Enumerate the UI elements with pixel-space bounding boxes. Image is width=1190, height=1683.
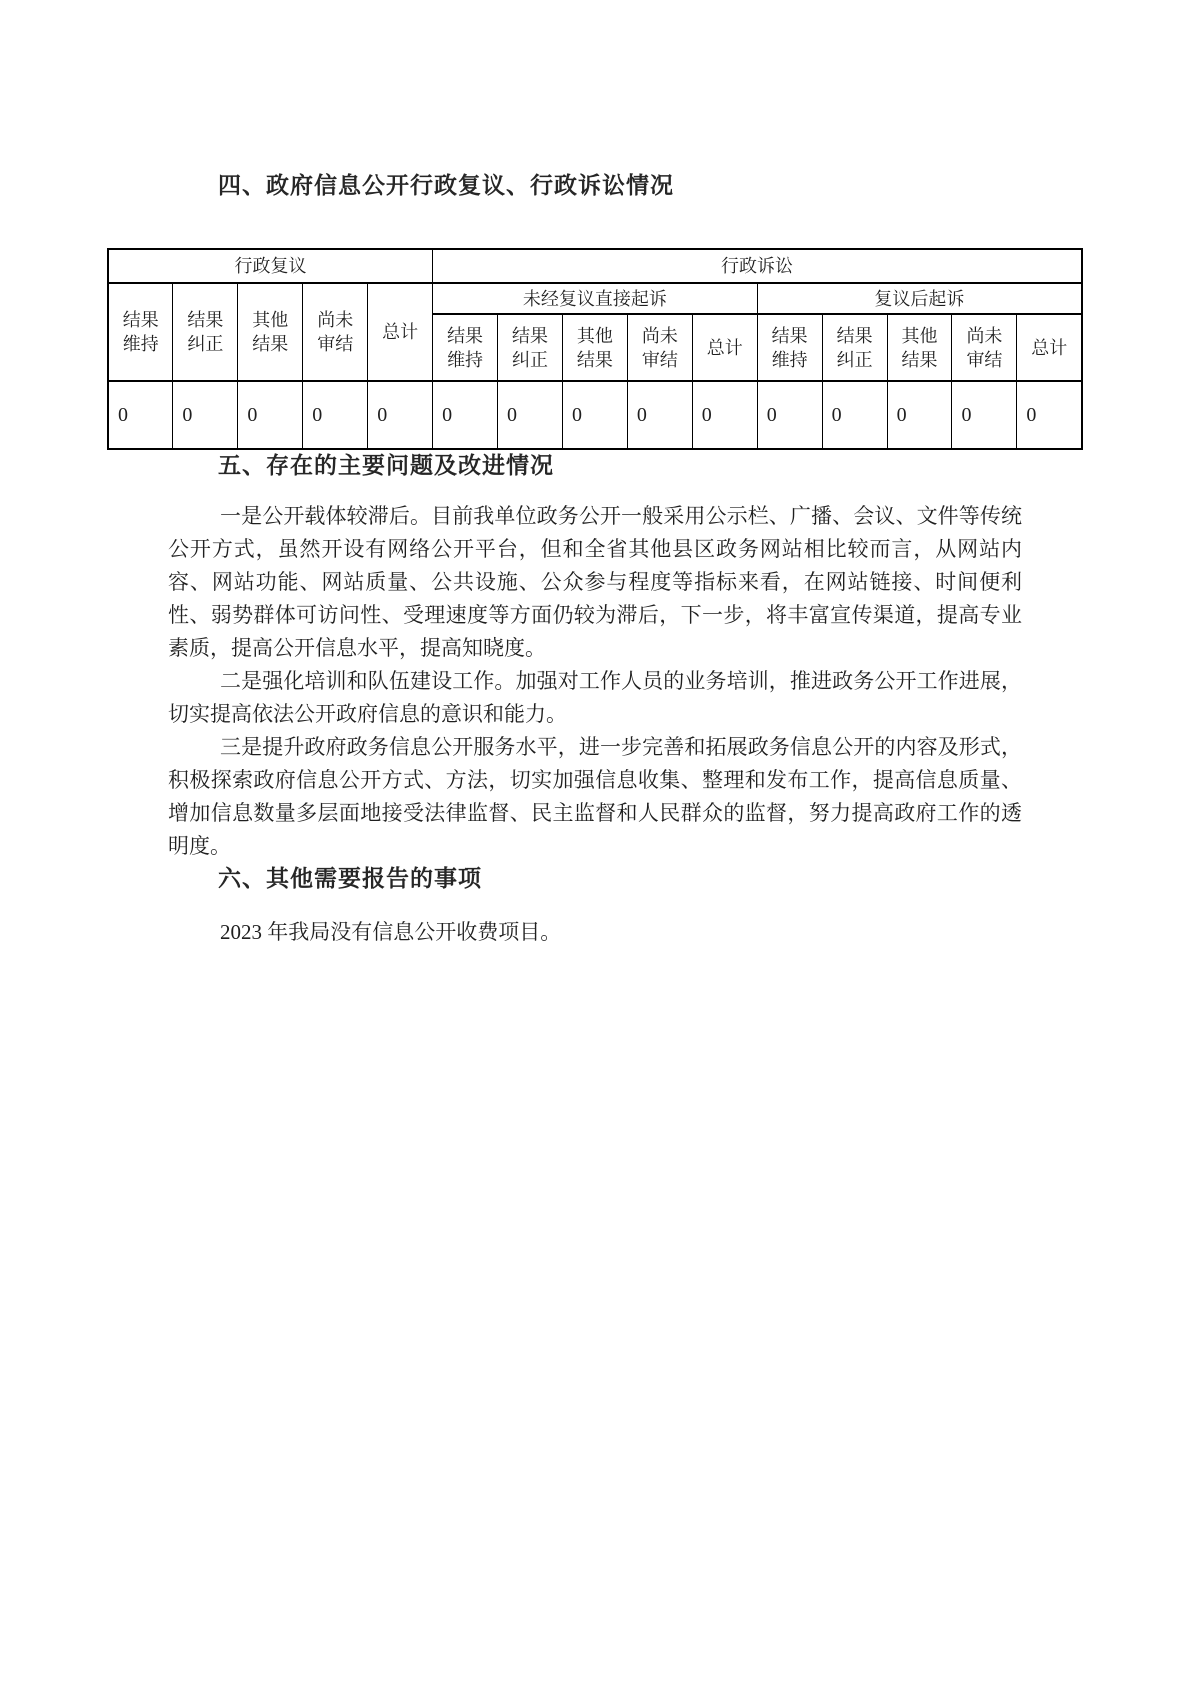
data-cell: 0 bbox=[498, 381, 563, 449]
col-header-result-upheld: 结果维持 bbox=[108, 283, 173, 381]
col-subgroup-lawsuit-after-reconsideration: 复议后起诉 bbox=[757, 283, 1082, 314]
col-header-total: 总计 bbox=[368, 283, 433, 381]
col-header-result-upheld: 结果维持 bbox=[433, 314, 498, 381]
col-subgroup-direct-lawsuit: 未经复议直接起诉 bbox=[433, 283, 758, 314]
section-6-paragraph: 2023 年我局没有信息公开收费项目。 bbox=[220, 920, 562, 944]
section-5-paragraph-3: 三是提升政府政务信息公开服务水平，进一步完善和拓展政务信息公开的内容及形式，积极探索政府信息公开方式、方法，切实加强信息收集、整理和发布工作，提高信息质量、增加信息数量多层面地接受法律监督、民主监督和人民群众的监督，努力提高政府工作的透明度。 bbox=[168, 735, 1022, 858]
col-header-result-corrected: 结果纠正 bbox=[498, 314, 563, 381]
col-header-result-corrected: 结果纠正 bbox=[173, 283, 238, 381]
section-6-heading: 六、其他需要报告的事项 bbox=[218, 866, 482, 891]
section-5-paragraph-2: 二是强化培训和队伍建设工作。加强对工作人员的业务培训，推进政务公开工作进展，切实提高依法公开政府信息的意识和能力。 bbox=[168, 669, 1022, 726]
data-cell: 0 bbox=[433, 381, 498, 449]
col-header-other-result: 其他结果 bbox=[562, 314, 627, 381]
data-cell: 0 bbox=[757, 381, 822, 449]
section-5-heading: 五、存在的主要问题及改进情况 bbox=[218, 453, 554, 478]
col-header-pending: 尚未审结 bbox=[627, 314, 692, 381]
col-header-total: 总计 bbox=[1017, 314, 1082, 381]
col-header-total: 总计 bbox=[692, 314, 757, 381]
section-5-paragraph-1: 一是公开载体较滞后。目前我单位政务公开一般采用公示栏、广播、会议、文件等传统公开方式，虽然开设有网络公开平台，但和全省其他县区政务网站相比较而言，从网站内容、网站功能、网站质量、公共设施、公众参与程度等指标来看，在网站链接、时间便利性、弱势群体可访问性、受理速度等方面仍较为滞后，下一步，将丰富宣传渠道，提高专业素质，提高公开信息水平，提高知晓度。 bbox=[168, 504, 1022, 660]
data-cell: 0 bbox=[303, 381, 368, 449]
data-cell: 0 bbox=[887, 381, 952, 449]
review-litigation-table bbox=[107, 248, 1083, 450]
data-cell: 0 bbox=[238, 381, 303, 449]
col-header-other-result: 其他结果 bbox=[887, 314, 952, 381]
table-data-row bbox=[108, 381, 1082, 449]
data-cell: 0 bbox=[627, 381, 692, 449]
section-4-heading: 四、政府信息公开行政复议、行政诉讼情况 bbox=[218, 173, 674, 198]
data-cell: 0 bbox=[692, 381, 757, 449]
col-header-result-corrected: 结果纠正 bbox=[822, 314, 887, 381]
col-header-pending: 尚未审结 bbox=[952, 314, 1017, 381]
table-subgroup-header-row bbox=[108, 283, 1082, 314]
col-group-admin-reconsideration: 行政复议 bbox=[108, 249, 433, 283]
data-cell: 0 bbox=[822, 381, 887, 449]
data-cell: 0 bbox=[108, 381, 173, 449]
data-cell: 0 bbox=[952, 381, 1017, 449]
data-cell: 0 bbox=[1017, 381, 1082, 449]
col-group-admin-litigation: 行政诉讼 bbox=[433, 249, 1082, 283]
col-header-result-upheld: 结果维持 bbox=[757, 314, 822, 381]
col-header-other-result: 其他结果 bbox=[238, 283, 303, 381]
table-group-header-row bbox=[108, 249, 1082, 283]
col-header-pending: 尚未审结 bbox=[303, 283, 368, 381]
data-cell: 0 bbox=[368, 381, 433, 449]
data-cell: 0 bbox=[173, 381, 238, 449]
data-cell: 0 bbox=[562, 381, 627, 449]
